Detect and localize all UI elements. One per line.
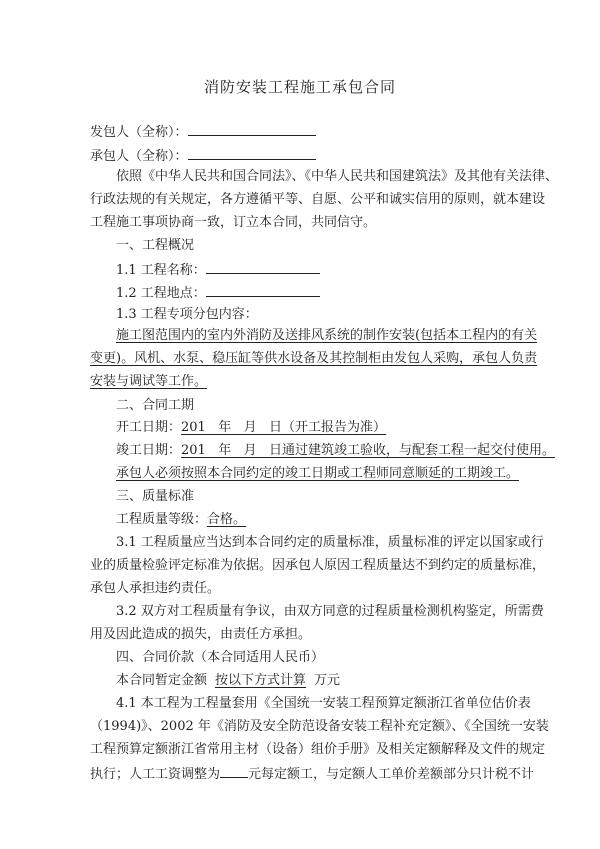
start-date-value: 201 年 月 日（开工报告为准）	[181, 420, 387, 435]
clause-3-1-line: 业的质量检验评定标准为依据。因承包人原因工程质量达不到约定的质量标准，	[90, 558, 546, 573]
document-title: 消防安装工程施工承包合同	[203, 78, 396, 96]
scope-label: 1.3 工程专项分包内容：	[116, 307, 258, 322]
wage-blank[interactable]	[220, 763, 248, 778]
section4-heading: 四、合同价款（本合同适用人民币）	[116, 650, 325, 665]
project-name-blank[interactable]	[206, 259, 320, 274]
contract-amount-suffix: 万元	[314, 673, 341, 688]
clause-4-1-last-line	[90, 763, 535, 785]
contract-amount-prefix: 本合同暂定金额	[116, 673, 208, 688]
employer-blank[interactable]	[188, 121, 316, 136]
employer-line	[90, 121, 530, 143]
contract-amount-value: 按以下方式计算	[215, 673, 307, 688]
clause-4-1-line: 工程预算定额浙江省常用主材（设备）组价手册》及相关定额解释及文件的规定	[90, 742, 546, 757]
section2-heading: 二、合同工期	[116, 398, 195, 413]
wage-prefix: 执行；人工工资调整为	[90, 767, 221, 782]
clause-4-1-line: （1994)》、2002 年《消防及安全防范设备安装工程补充定额》、《全国统一安装	[90, 719, 549, 734]
clause-3-2-line: 用及因此造成的损失，由责任方承担。	[90, 627, 312, 642]
preamble-line: 依照《中华人民共和国合同法》、《中华人民共和国建筑法》及其他有关法律、	[116, 169, 559, 184]
section3-heading: 三、质量标准	[116, 489, 195, 504]
preamble-line: 行政法规的有关规定，各方遵循平等、自愿、公平和诚实信用的原则，就本建设	[90, 192, 546, 207]
preamble-line: 工程施工事项协商一致，订立本合同，共同信守。	[90, 215, 377, 230]
contract-amount-line	[116, 671, 556, 691]
employer-label: 发包人（全称）：	[90, 125, 188, 140]
project-location-blank[interactable]	[206, 282, 320, 297]
clause-3-1-line: 承包人承担违约责任。	[90, 581, 221, 596]
scope-line: 施工图范围内的室内外消防及送排风系统的制作安装(包括本工程内的有关	[116, 328, 538, 343]
contractor-label: 承包人（全称）：	[90, 149, 188, 164]
end-date-line	[116, 441, 556, 461]
end-date-value: 201 年 月 日通过建筑竣工验收，与配套工程一起交付使用。	[181, 443, 556, 458]
contractor-line	[90, 145, 530, 167]
schedule-note: 承包人必须按照本合同约定的竣工日期或工程师同意顺延的工期竣工。	[116, 466, 520, 481]
clause-3-1-line: 3.1 工程质量应当达到本合同约定的质量标准，质量标准的评定以国家或行	[116, 535, 544, 550]
start-date-label: 开工日期：	[116, 420, 182, 435]
quality-grade-value: 合格。	[207, 512, 247, 527]
section1-heading: 一、工程概况	[116, 238, 195, 253]
project-name-line	[116, 259, 556, 281]
end-date-label: 竣工日期：	[116, 443, 182, 458]
clause-3-2-line: 3.2 双方对工程质量有争议，由双方同意的过程质量检测机构鉴定，所需费	[116, 604, 544, 619]
scope-line: 变更)。风机、水泵、稳压缸等供水设备及其控制柜由发包人采购，承包人负责	[90, 351, 538, 366]
clause-4-1-line: 4.1 本工程为工程量套用《全国统一安装工程预算定额浙江省单位估价表	[116, 696, 531, 711]
project-location-line	[116, 282, 556, 304]
scope-line: 安装与调试等工作。	[90, 374, 208, 389]
project-name-label: 1.1 工程名称：	[116, 263, 206, 278]
wage-suffix: 元每定额工，与定额人工单价差额部分只计税不计	[248, 767, 535, 782]
project-location-label: 1.2 工程地点：	[116, 286, 206, 301]
contractor-blank[interactable]	[188, 145, 316, 160]
quality-grade-line	[116, 510, 556, 530]
start-date-line	[116, 418, 556, 438]
quality-grade-label: 工程质量等级：	[116, 512, 208, 527]
